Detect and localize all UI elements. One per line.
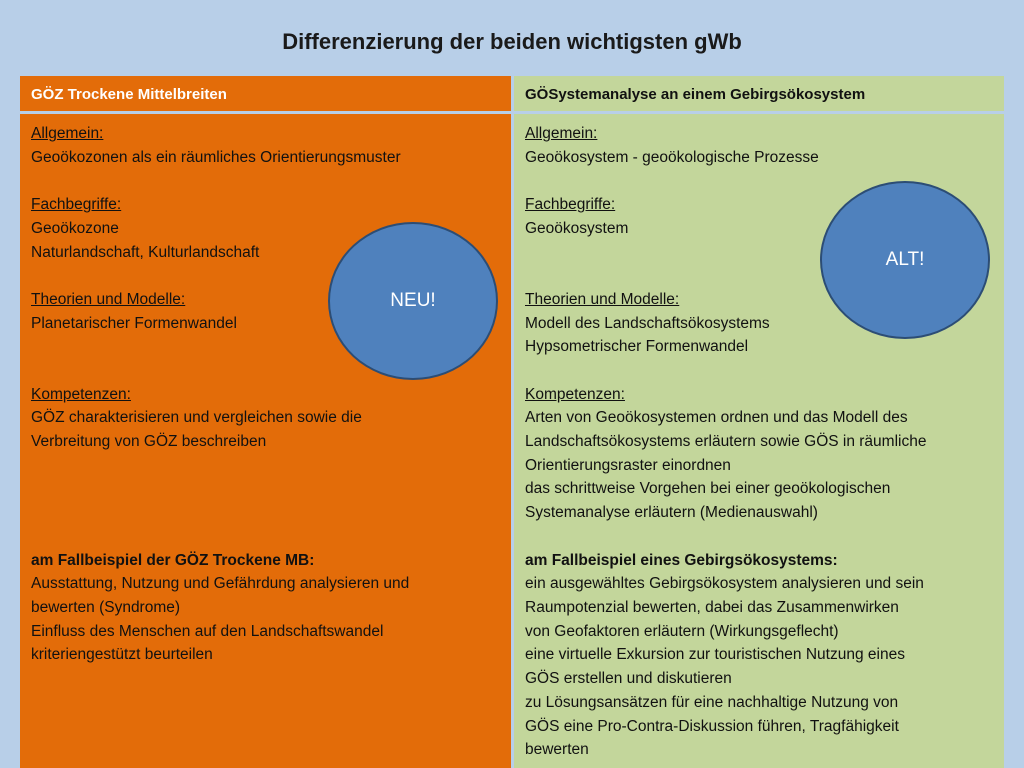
body-left — [20, 114, 511, 768]
text-line: Verbreitung von GÖZ beschreiben — [31, 433, 267, 451]
text-line: Planetarischer Formenwandel — [31, 314, 237, 332]
header-left: GÖZ Trockene Mittelbreiten — [20, 76, 511, 111]
text-line: Ausstattung, Nutzung und Gefährdung analysieren und — [31, 575, 410, 593]
text-line: eine virtuelle Exkursion zur touristischen Nutzung eines — [525, 646, 905, 664]
text-line: Allgemein: — [525, 125, 598, 142]
text-line: Systemanalyse erläutern (Medienauswahl) — [525, 504, 818, 522]
text-line: ein ausgewähltes Gebirgsökosystem analysieren und sein — [525, 575, 924, 593]
text-line: Theorien und Modelle: — [31, 290, 186, 308]
text-line: von Geofaktoren erläutern (Wirkungsgeflecht) — [525, 622, 839, 640]
spacer — [31, 501, 500, 525]
comparison-table — [20, 76, 1004, 768]
neu-badge: NEU! — [328, 222, 498, 380]
text-line: Orientierungsraster einordnen — [525, 456, 731, 474]
text-line: Geoökozone — [31, 219, 119, 237]
text-line: Naturlandschaft, Kulturlandschaft — [31, 243, 260, 261]
text-line: GÖZ charakterisieren und vergleichen sowie die — [31, 409, 362, 427]
text-line: Geoökozonen als ein räumliches Orientierungsmuster — [31, 148, 401, 166]
text-line: Fachbegriffe: — [525, 196, 616, 214]
header-right: GÖSystemanalyse an einem Gebirgsökosystem — [514, 76, 1004, 111]
text-line: Hypsometrischer Formenwandel — [525, 338, 749, 356]
text-line: das schrittweise Vorgehen bei einer geoökologischen — [525, 480, 891, 498]
text-line: zu Lösungsansätzen für eine nachhaltige Nutzung von — [525, 693, 899, 711]
text-line: Geoökosystem - geoökologische Prozesse — [525, 148, 819, 166]
text-line: Kompetenzen: — [31, 385, 131, 403]
alt-badge: ALT! — [820, 181, 990, 339]
spacer — [31, 454, 500, 478]
text-line: Landschaftsökosystems erläutern sowie GÖS in räumliche — [525, 433, 927, 451]
text-line: Einfluss des Menschen auf den Landschaftswandel — [31, 622, 384, 640]
text-line: Geoökosystem — [525, 219, 629, 237]
text-line: bewerten — [525, 741, 589, 759]
text-line: GÖS eine Pro-Contra-Diskussion führen, Tragfähigkeit — [525, 717, 899, 735]
spacer — [31, 477, 500, 501]
text-line: am Fallbeispiel der GÖZ Trockene MB: — [31, 551, 315, 569]
text-line: Arten von Geoökosystemen ordnen und das Modell des — [525, 409, 908, 427]
text-line: Modell des Landschaftsökosystems — [525, 314, 770, 332]
text-line: Allgemein: — [31, 125, 104, 142]
slide-title: Differenzierung der beiden wichtigsten gWb — [282, 29, 742, 54]
text-line: GÖS erstellen und diskutieren — [525, 670, 732, 688]
text-line: Kompetenzen: — [525, 385, 625, 403]
spacer — [31, 525, 500, 549]
text-line: Raumpotenzial bewerten, dabei das Zusammenwirken — [525, 598, 899, 616]
spacer — [525, 359, 993, 383]
text-line: Theorien und Modelle: — [525, 290, 680, 308]
text-line: kriteriengestützt beurteilen — [31, 646, 213, 664]
spacer — [31, 169, 500, 193]
spacer — [525, 525, 993, 549]
text-line: bewerten (Syndrome) — [31, 598, 181, 616]
text-line: am Fallbeispiel eines Gebirgsökosystems: — [525, 551, 838, 569]
text-line: Fachbegriffe: — [31, 196, 122, 214]
